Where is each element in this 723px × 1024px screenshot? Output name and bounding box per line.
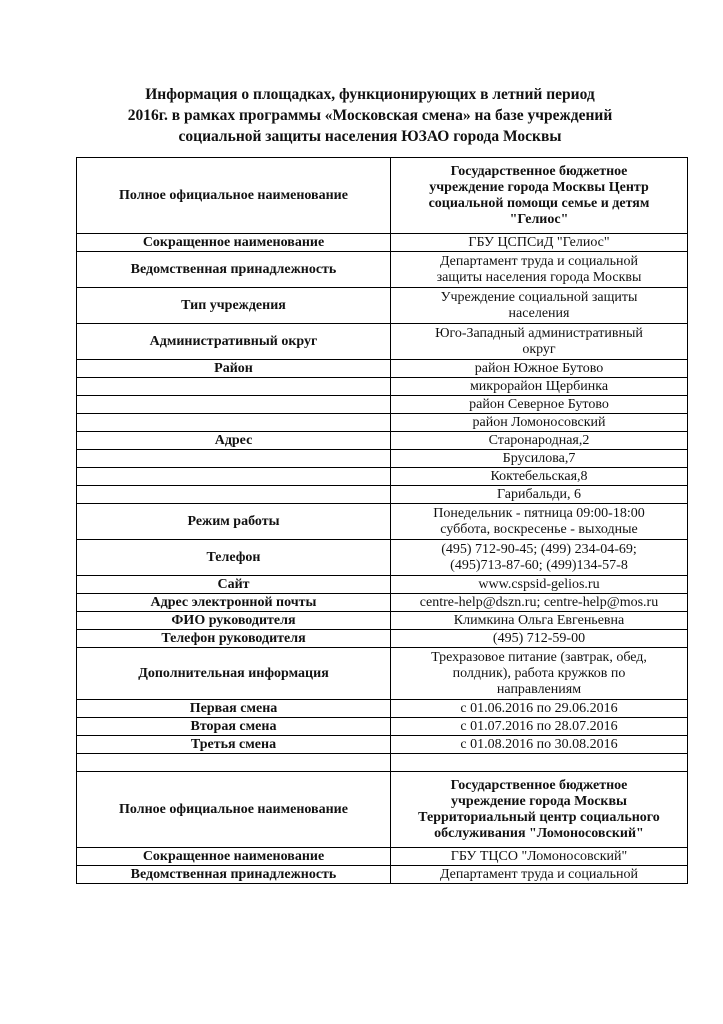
field-value bbox=[391, 288, 688, 324]
field-value bbox=[391, 468, 688, 486]
field-value-line: Климкина Ольга Евгеньевна bbox=[453, 612, 625, 628]
table-row bbox=[77, 324, 688, 360]
field-label: Дополнительная информация bbox=[77, 648, 391, 700]
field-value bbox=[391, 360, 688, 378]
field-value bbox=[391, 414, 688, 432]
field-label: Полное официальное наименование bbox=[77, 158, 391, 234]
field-value bbox=[391, 848, 688, 866]
field-value-line: (495)713-87-60; (499)134-57-8 bbox=[450, 557, 628, 573]
table-row bbox=[77, 158, 688, 234]
field-label: Первая смена bbox=[77, 700, 391, 718]
table-row bbox=[77, 252, 688, 288]
field-value bbox=[391, 540, 688, 576]
field-value-line: Понедельник - пятница 09:00-18:00 bbox=[433, 505, 645, 521]
field-value-line: полдник), работа кружков по bbox=[452, 665, 626, 681]
table-row bbox=[77, 450, 688, 468]
table-row bbox=[77, 612, 688, 630]
field-value-line: с 01.06.2016 по 29.06.2016 bbox=[460, 700, 618, 716]
info-table-body bbox=[77, 158, 688, 884]
field-value-line: социальной помощи семье и детям bbox=[428, 195, 650, 211]
table-row bbox=[77, 718, 688, 736]
field-value-line: обслуживания "Ломоносовский" bbox=[434, 825, 644, 841]
field-value-line: район Ломоносовский bbox=[472, 414, 606, 430]
field-value bbox=[391, 158, 688, 234]
field-value bbox=[391, 772, 688, 848]
field-value-line: centre-help@dszn.ru; centre-help@mos.ru bbox=[419, 594, 659, 610]
field-value bbox=[391, 450, 688, 468]
field-label bbox=[77, 754, 391, 772]
field-value-line: ГБУ ЦСПСиД "Гелиос" bbox=[468, 234, 610, 250]
table-row bbox=[77, 486, 688, 504]
field-label: Ведомственная принадлежность bbox=[77, 866, 391, 884]
field-value-line: Трехразовое питание (завтрак, обед, bbox=[431, 649, 647, 665]
table-row bbox=[77, 772, 688, 848]
field-value-line: округ bbox=[522, 341, 556, 357]
table-row bbox=[77, 736, 688, 754]
table-row bbox=[77, 234, 688, 252]
field-value-line: район Северное Бутово bbox=[469, 396, 609, 412]
field-label: Район bbox=[77, 360, 391, 378]
field-label: Тип учреждения bbox=[77, 288, 391, 324]
title-line: 2016г. в рамках программы «Московская смена» на базе учреждений bbox=[127, 107, 613, 124]
title-line: социальной защиты населения ЮЗАО города Москвы bbox=[178, 128, 562, 145]
field-value-line: Коктебельская,8 bbox=[490, 468, 588, 484]
field-label bbox=[77, 396, 391, 414]
table-row bbox=[77, 504, 688, 540]
field-label bbox=[77, 486, 391, 504]
field-value-line: Территориальный центр социального bbox=[418, 809, 660, 825]
field-value bbox=[391, 324, 688, 360]
field-label: Адрес электронной почты bbox=[77, 594, 391, 612]
field-value bbox=[391, 378, 688, 396]
field-value bbox=[391, 612, 688, 630]
field-value bbox=[391, 754, 688, 772]
field-value-line: с 01.08.2016 по 30.08.2016 bbox=[460, 736, 618, 752]
field-value bbox=[391, 504, 688, 540]
field-value bbox=[391, 576, 688, 594]
field-label bbox=[77, 450, 391, 468]
field-value-line: (495) 712-59-00 bbox=[492, 630, 586, 646]
table-row bbox=[77, 414, 688, 432]
field-value-line: www.cspsid-gelios.ru bbox=[478, 576, 600, 592]
table-row bbox=[77, 360, 688, 378]
field-value-line: направлениям bbox=[496, 681, 582, 697]
field-value-line: защиты населения города Москвы bbox=[436, 269, 642, 285]
document-title bbox=[90, 84, 650, 147]
field-value-line: (495) 712-90-45; (499) 234-04-69; bbox=[441, 541, 637, 557]
field-value bbox=[391, 486, 688, 504]
field-value-line: Старонародная,2 bbox=[488, 432, 590, 448]
field-label: Третья смена bbox=[77, 736, 391, 754]
field-value-line: микрорайон Щербинка bbox=[469, 378, 609, 394]
field-label: Административный округ bbox=[77, 324, 391, 360]
field-value bbox=[391, 700, 688, 718]
field-value bbox=[391, 234, 688, 252]
table-row bbox=[77, 630, 688, 648]
field-label: Телефон руководителя bbox=[77, 630, 391, 648]
field-value bbox=[391, 396, 688, 414]
field-label: Сокращенное наименование bbox=[77, 848, 391, 866]
field-value-line: Департамент труда и социальной bbox=[439, 253, 639, 269]
table-row bbox=[77, 594, 688, 612]
table-row bbox=[77, 648, 688, 700]
field-label: ФИО руководителя bbox=[77, 612, 391, 630]
field-value bbox=[391, 594, 688, 612]
field-value-line: Государственное бюджетное bbox=[450, 777, 628, 793]
field-value-line: Учреждение социальной защиты bbox=[440, 289, 638, 305]
field-label: Ведомственная принадлежность bbox=[77, 252, 391, 288]
field-label bbox=[77, 378, 391, 396]
field-value bbox=[391, 648, 688, 700]
field-label bbox=[77, 414, 391, 432]
field-value-line: район Южное Бутово bbox=[474, 360, 604, 376]
field-label: Сайт bbox=[77, 576, 391, 594]
table-row bbox=[77, 288, 688, 324]
field-value-line: учреждение города Москвы Центр bbox=[429, 179, 649, 195]
field-label: Полное официальное наименование bbox=[77, 772, 391, 848]
field-value bbox=[391, 866, 688, 884]
field-label: Адрес bbox=[77, 432, 391, 450]
field-value-line: суббота, воскресенье - выходные bbox=[440, 521, 638, 537]
title-line: Информация о площадках, функционирующих в летний период bbox=[145, 86, 595, 103]
table-row bbox=[77, 540, 688, 576]
field-value-line: учреждение города Москвы bbox=[451, 793, 627, 809]
field-value bbox=[391, 252, 688, 288]
field-value-line: Юго-Западный административный bbox=[435, 325, 643, 341]
table-row bbox=[77, 700, 688, 718]
field-label: Телефон bbox=[77, 540, 391, 576]
table-row bbox=[77, 576, 688, 594]
field-value-line: населения bbox=[508, 305, 570, 321]
field-value-line: Гарибальди, 6 bbox=[497, 486, 581, 502]
table-row bbox=[77, 754, 688, 772]
table-row bbox=[77, 468, 688, 486]
field-value-line: Брусилова,7 bbox=[502, 450, 576, 466]
field-value-line: Государственное бюджетное bbox=[450, 163, 628, 179]
field-label: Вторая смена bbox=[77, 718, 391, 736]
field-label bbox=[77, 468, 391, 486]
table-row bbox=[77, 378, 688, 396]
field-label: Сокращенное наименование bbox=[77, 234, 391, 252]
field-value bbox=[391, 718, 688, 736]
table-row bbox=[77, 866, 688, 884]
institutions-info-table bbox=[76, 157, 688, 884]
field-label: Режим работы bbox=[77, 504, 391, 540]
table-row bbox=[77, 432, 688, 450]
field-value-line: с 01.07.2016 по 28.07.2016 bbox=[460, 718, 618, 734]
table-row bbox=[77, 848, 688, 866]
field-value-line: "Гелиос" bbox=[509, 211, 569, 227]
table-row bbox=[77, 396, 688, 414]
field-value bbox=[391, 432, 688, 450]
field-value-line: ГБУ ТЦСО "Ломоносовский" bbox=[450, 848, 628, 864]
field-value bbox=[391, 630, 688, 648]
field-value-line: Департамент труда и социальной bbox=[439, 866, 639, 882]
field-value bbox=[391, 736, 688, 754]
